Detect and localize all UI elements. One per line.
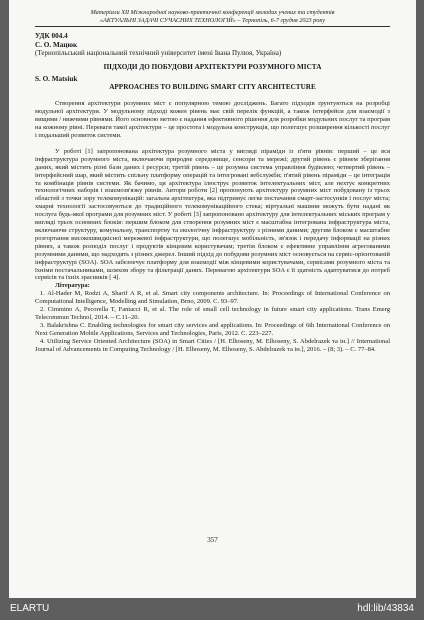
repository-name: ELARTU	[10, 603, 50, 614]
conference-header-line-2: «АКТУАЛЬНІ ЗАДАЧІ СУЧАСНИХ ТЕХНОЛОГІЙ» – Тернопіль, 6-7 грудня 2023 року	[99, 16, 326, 24]
repository-footer	[0, 598, 424, 620]
page-number: 357	[207, 536, 218, 544]
title-ukrainian: ПІДХОДИ ДО ПОБУДОВИ АРХІТЕКТУРИ РОЗУМНОГО МІСТА	[103, 62, 322, 71]
reference-item: 2. Cimmino A, Pecorella T, Fantacci R, et al. The role of small cell technology in future smart city applications. Trans Emerg Telecommun Technol, 2014. – C.11–20.	[35, 306, 390, 321]
document-page	[9, 0, 416, 598]
affiliation: (Тернопільський національний технічний університет імені Івана Пулюя, Україна)	[35, 49, 282, 58]
header-rule	[35, 26, 390, 27]
udk-code: УДК 004.4	[35, 32, 68, 41]
handle-identifier: hdl:lib/43834	[357, 603, 414, 614]
paragraph-review: У роботі [1] запропонована архітектура розумного міста у вигляді піраміди із п'яти рівнів: перший – це вся інфраструктура розумного міста, включаючи природне середовище, сенсори та мережі; другий рівень є рівнем зберігання даних, який містить різні бази даних і ресурси; третій рівень – це розумна система управління будівлею; четвертий рівень – інтерфейсний шар, який містить спільну платформу операцій та інтегровані вебслужби; п'ятий рівень піраміди – це інтеграція та комбінація рівнів системи. Як бачимо, ця архітектура ілюструє розвиток інтелектуальних міст, але нехтує конкретних технологічних наборів і взаємозв'язку рівнів. Автори роботи [2] пропонують архітектуру розумних міст побудовану із трьох областей з точки зору телекомунікацій: загальна архітектура, яка підтримує легке постачання смарт-застосунків і послуг міста; хмарні технології застосовуються до традиційного телекомунікаційного стека; віртуальні машини можуть бути надані як послуга будь-якої програми для розумних міст. У роботі [3] запропоновано архітектуру для інтелектуальних міських програм у вигляді трьох основних блоків: першим блоком для створення розумних міст є масштабна інтегрована інфраструктура міста, включаючи структуру, комунальну, транспортну та екологічну інфраструктуру з різними даними; другим блоком є масштабне розгортання високошвидкісної мережевої інфраструктури, що полегшує мобільність, зв'язок і передачу інформації на різних рівнях, а також розподіл послуг і продуктів кінцевим користувачам; третім блоком є ефективне управління агрегованими розумними даними, що надходять з різних джерел. Інший підхід до побудови розумних міст основується на сервіс-орієнтованій інфраструктурі (SOA). SOA забезпечує платформу для взаємодії між кінцевими користувачами, сервісами розумного міста та їхніми постачальниками, шляхом збору та фільтрації даних. Перевагою архітектури SOA є її здатність адаптуватися до потреб сервісів та їхніх зрасників [ 4].	[35, 147, 390, 282]
title-english: APPROACHES TO BUILDING SMART CITY ARCHITECTURE	[109, 83, 316, 92]
paragraph-intro: Створення архітектури розумних міст є популярною темою досліджень. Багато підходів ґрунтуються на розробці модульної архітектури. У модульному підході кожен рівень має свій перелік функцій, а також інтерфейси для взаємодії з вищими / нижчими рівнями. Його основною метою є надання ефективного рішення для розробки модульних послуг та програм на кожному рівні. Переваги такої архітектури – це простота і модульна конструкція, що полегшує розширення кількості послуг і подальший розвиток системи.	[35, 100, 390, 139]
references-heading: Література:	[55, 282, 90, 290]
author-ukrainian: С. О. Мацюк	[35, 40, 78, 49]
reference-item: 3. Balakrishna C. Enabling technologies for smart city services and applications. In: Proceedings of 6th International Conference on Next Generation Mobile Applications, Services and Technologies, Paris, 2012. С. 223–227.	[35, 321, 390, 337]
article-body	[35, 92, 390, 353]
conference-header	[35, 9, 390, 24]
conference-header-line-1: Матеріали XII Міжнародної науково-практичної конференції молодих учених та студентів	[90, 9, 335, 16]
reference-item: 4. Utilizing Service Oriented Architecture (SOA) in Smart Cities / [H. Elhoseny, M. Elhoseny, S. Abdelrazek та ін.] // International Journal of Advancements in Computing Technology / [H. Elhoseny, M. Elhoseny, S. Abdelrazek та ін.], 2016. – (8; 3). – С. 77–84.	[35, 337, 390, 353]
reference-item: 1. Al-Hader M, Rodzi A, Sharif A R, et al. Smart city components architecture. In: Proceedings of International Conference on Computational Intelligence, Modelling and Simulation, Brno, 2009. С. 93–97.	[35, 290, 390, 306]
author-english: S. O. Matsiuk	[35, 74, 78, 83]
